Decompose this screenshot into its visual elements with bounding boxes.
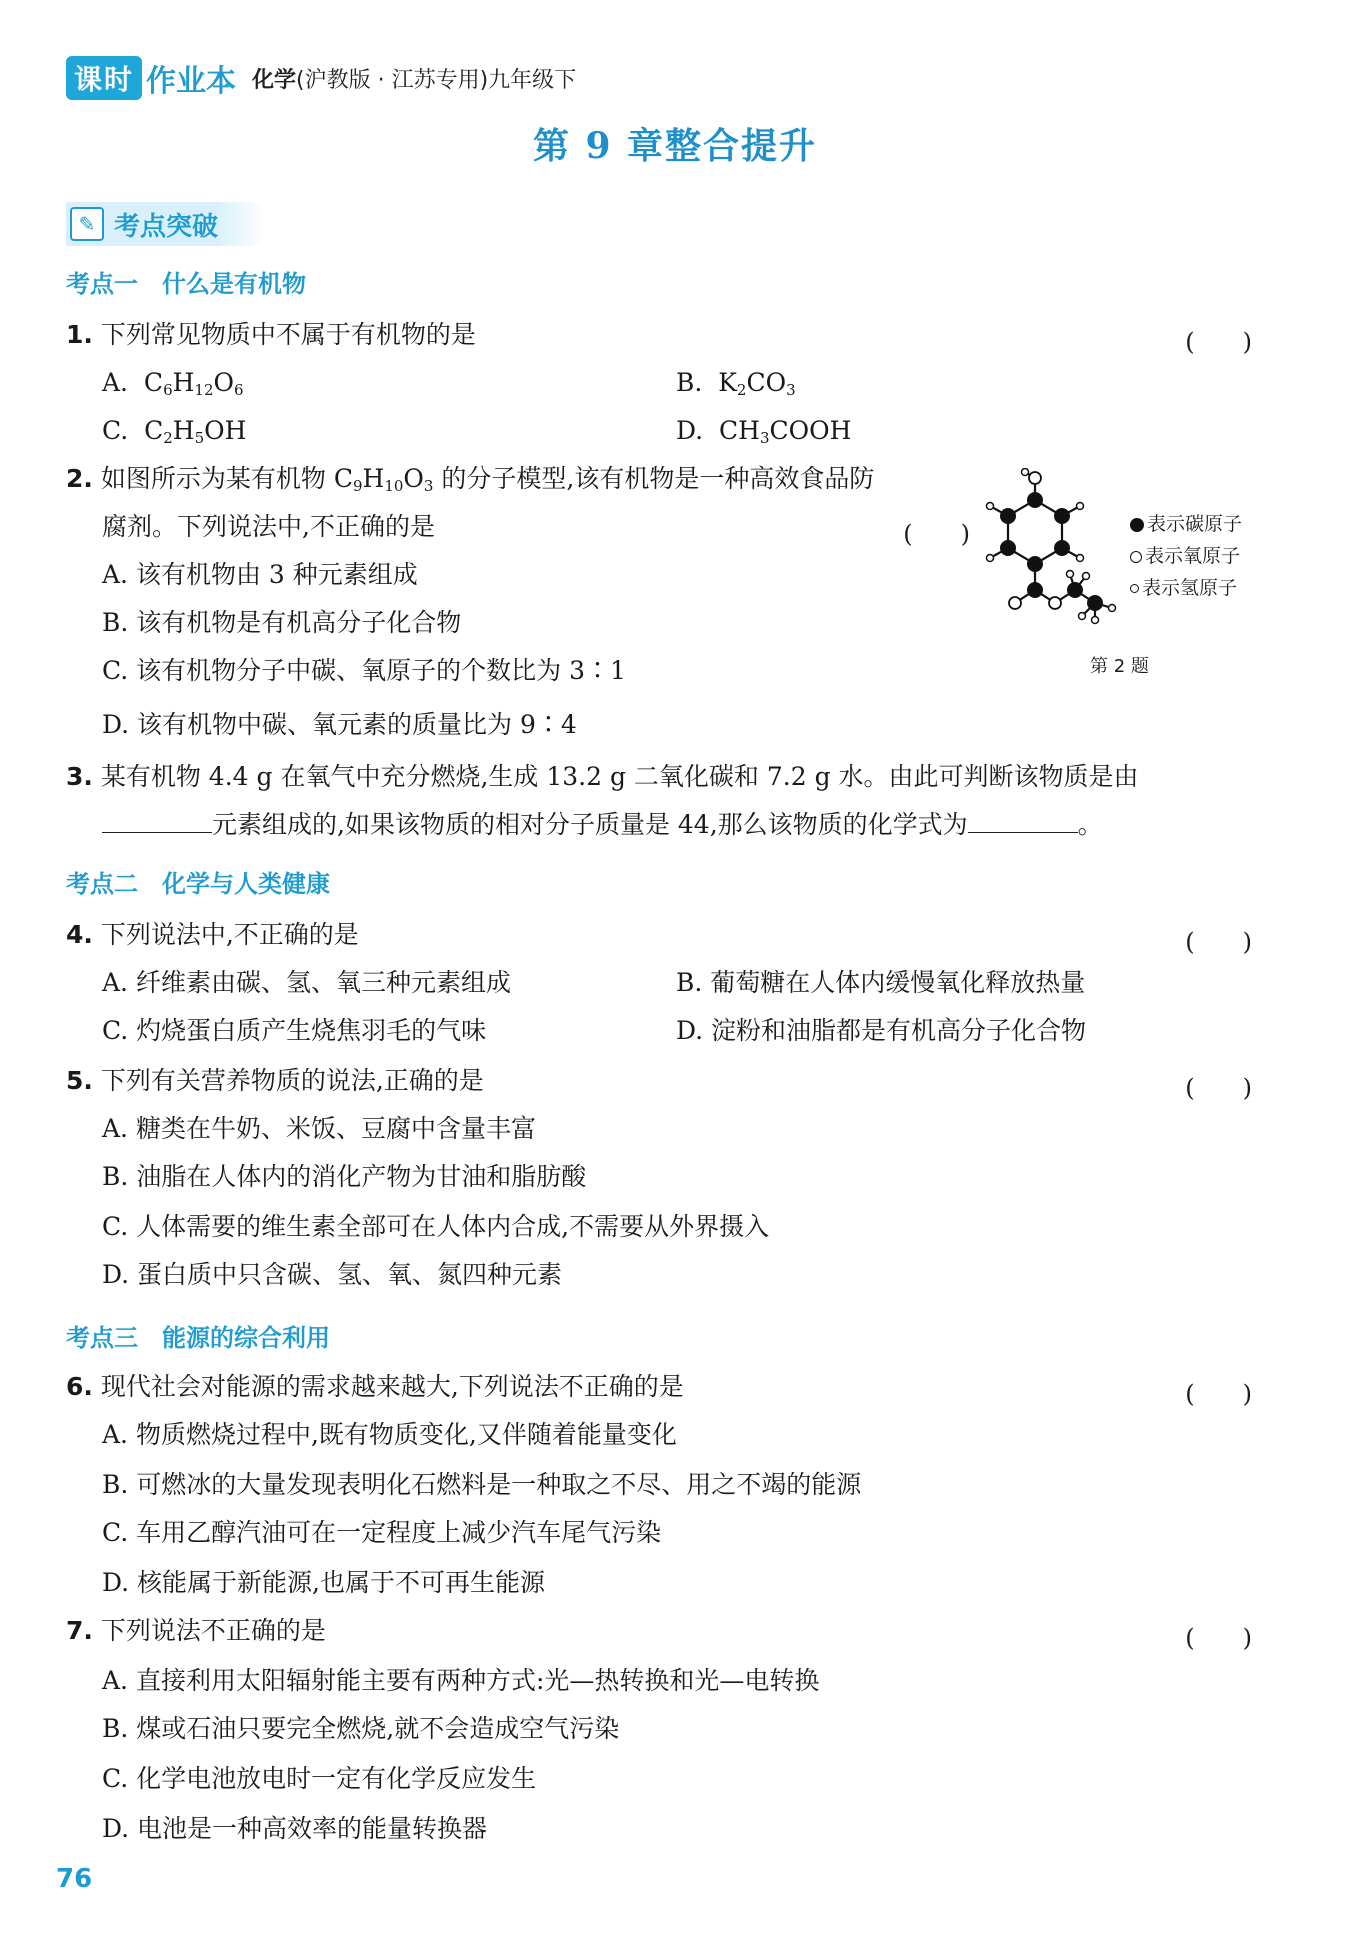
answer-bracket: ( ) [1185, 1074, 1252, 1102]
question-2: 2. 如图所示为某有机物 $C_9H_{10}O_3$ 的分子模型,该有机物是一种高效食品防 [66, 464, 875, 495]
option-c: C. 该有机物分子中碳、氧原子的个数比为 3∶1 [102, 656, 626, 685]
option-b: B. 油脂在人体内的消化产物为甘油和脂肪酸 [102, 1162, 587, 1191]
subject-edition [252, 63, 576, 94]
option-b: B. 煤或石油只要完全燃烧,就不会造成空气污染 [102, 1714, 620, 1743]
figure-caption: 第 2 题 [1090, 656, 1149, 677]
page-number: 76 [56, 1864, 93, 1894]
answer-bracket: ( ) [903, 520, 970, 548]
question-number: 5. [66, 1066, 93, 1095]
question-2-line2: 腐剂。下列说法中,不正确的是 [102, 512, 435, 541]
option-c: C. 灼烧蛋白质产生烧焦羽毛的气味 [102, 1016, 487, 1045]
question-4: 4. 下列说法中,不正确的是 [66, 920, 359, 949]
question-number: 1. [66, 320, 93, 349]
answer-bracket: ( ) [1185, 1380, 1252, 1408]
question-number: 6. [66, 1372, 93, 1401]
question-number: 2. [66, 464, 93, 493]
book-name: 作业本 [146, 64, 237, 99]
option-d: D. 蛋白质中只含碳、氢、氧、氮四种元素 [102, 1260, 563, 1289]
legend-carbon: 表示碳原子 [1130, 508, 1242, 540]
question-1 [66, 318, 476, 352]
option-d: D. $CH_3COOH$ [676, 416, 852, 447]
molecule-model [970, 468, 1130, 628]
fill-blank[interactable] [968, 808, 1078, 833]
option-c: C. 人体需要的维生素全部可在人体内合成,不需要从外界摄入 [102, 1212, 770, 1241]
question-number: 4. [66, 920, 93, 949]
key-point-heading: 考点一 什么是有机物 [66, 270, 306, 298]
key-point-heading: 考点二 化学与人类健康 [66, 870, 330, 898]
question-number: 3. [66, 762, 93, 791]
section-banner [66, 202, 266, 246]
option-a: A. 物质燃烧过程中,既有物质变化,又伴随着能量变化 [102, 1420, 677, 1449]
pencil-icon: ✎ [70, 207, 104, 241]
answer-bracket: ( ) [1185, 928, 1252, 956]
legend-oxygen: 表示氧原子 [1130, 540, 1242, 572]
option-b: B. 葡萄糖在人体内缓慢氧化释放热量 [676, 968, 1086, 997]
answer-bracket: ( ) [1185, 1624, 1252, 1652]
option-a: A. 该有机物由 3 种元素组成 [102, 560, 418, 589]
option-d: D. 电池是一种高效率的能量转换器 [102, 1814, 488, 1843]
option-a: A. 直接利用太阳辐射能主要有两种方式:光—热转换和光—电转换 [102, 1666, 820, 1695]
key-point-heading: 考点三 能源的综合利用 [66, 1324, 330, 1352]
option-b: B. 可燃冰的大量发现表明化石燃料是一种取之不尽、用之不竭的能源 [102, 1470, 862, 1499]
edition: (沪教版 · 江苏专用)九年级下 [296, 67, 577, 93]
subject: 化学 [252, 67, 297, 93]
question-number: 7. [66, 1616, 93, 1645]
fill-blank[interactable] [102, 808, 212, 833]
chapter-title: 第 9 章整合提升 [532, 125, 818, 167]
option-a: A. 纤维素由碳、氢、氧三种元素组成 [102, 968, 511, 997]
question-7: 7. 下列说法不正确的是 [66, 1616, 326, 1645]
question-3-line2: 元素组成的,如果该物质的相对分子质量是 44,那么该物质的化学式为 。 [102, 808, 1103, 842]
option-a: A. 糖类在牛奶、米饭、豆腐中含量丰富 [102, 1114, 536, 1143]
question-5: 5. 下列有关营养物质的说法,正确的是 [66, 1066, 484, 1095]
legend-hydrogen: 表示氢原子 [1130, 572, 1242, 604]
option-b: B. 该有机物是有机高分子化合物 [102, 608, 462, 637]
molecule-legend [1130, 508, 1242, 604]
option-c: C. $C_2H_5OH$ [102, 416, 247, 447]
question-6: 6. 现代社会对能源的需求越来越大,下列说法不正确的是 [66, 1372, 684, 1401]
option-b: B. $K_2CO_3$ [676, 368, 796, 399]
option-a: A. $C_6H_{12}O_6$ [102, 368, 244, 399]
question-3: 3. 某有机物 4.4 g 在氧气中充分燃烧,生成 13.2 g 二氧化碳和 7.2 g 水。由此可判断该物质是由 [66, 762, 1139, 791]
option-d: D. 淀粉和油脂都是有机高分子化合物 [676, 1016, 1087, 1045]
option-d: D. 核能属于新能源,也属于不可再生能源 [102, 1568, 545, 1597]
option-c: C. 车用乙醇汽油可在一定程度上减少汽车尾气污染 [102, 1518, 662, 1547]
page-header [66, 56, 576, 100]
section-banner-label: 考点突破 [114, 211, 219, 242]
book-logo: 课时 [66, 56, 142, 100]
option-c: C. 化学电池放电时一定有化学反应发生 [102, 1764, 537, 1793]
answer-bracket: ( ) [1185, 328, 1252, 356]
question-stem: 下列常见物质中不属于有机物的是 [100, 320, 476, 349]
option-d: D. 该有机物中碳、氧元素的质量比为 9∶4 [102, 710, 577, 739]
